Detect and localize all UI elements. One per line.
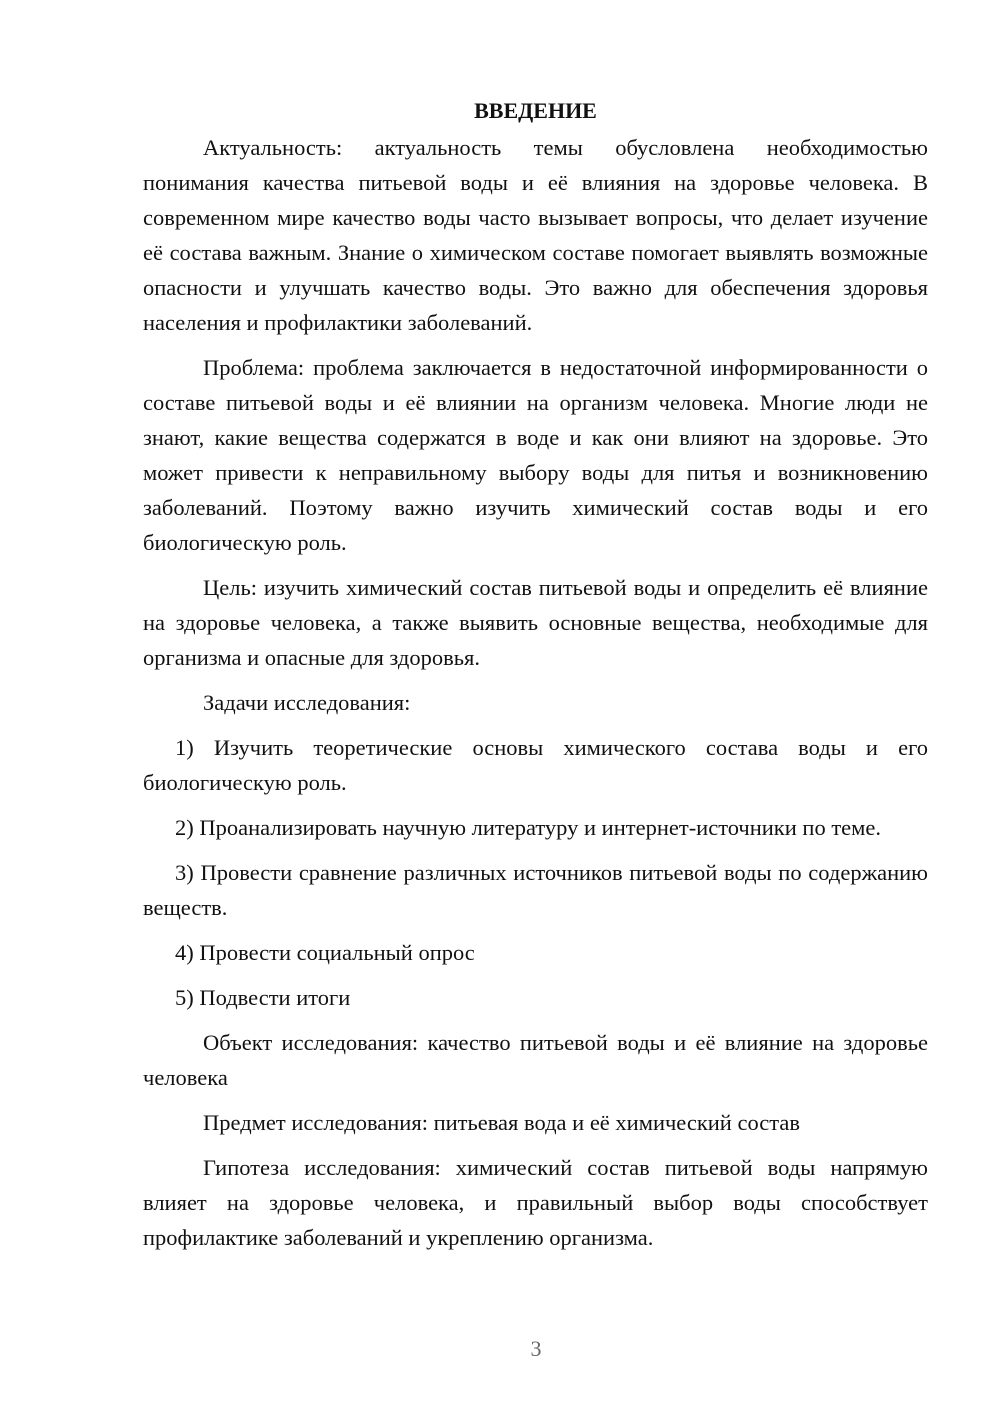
page-title: ВВЕДЕНИЕ (474, 98, 597, 123)
paragraph-subject: Предмет исследования: питьевая вода и её химический состав (203, 1110, 800, 1135)
paragraph-hypothesis: Гипотеза исследования: химический состав питьевой воды напрямую влияет на здоровье человека, и правильный выбор воды способствует профилактике заболеваний и укреплению организма. (143, 1155, 928, 1250)
page-number: 3 (530, 1336, 542, 1361)
tasks-heading: Задачи исследования: (203, 690, 411, 715)
paragraph-problem: Проблема: проблема заключается в недостаточной информированности о составе питьевой воды и её влиянии на организм человека. Многие люди не знают, какие вещества содержатся в воде и как они влияют на здоровье. Это может привести к неправильному выбору воды для питья и возникновению заболеваний. Поэтому важно изучить химический состав воды и его биологическую роль. (143, 355, 928, 555)
list-item: 5) Подвести итоги (175, 985, 351, 1010)
paragraph-object: Объект исследования: качество питьевой воды и её влияние на здоровье человека (143, 1030, 928, 1090)
paragraph-relevance: Актуальность: актуальность темы обусловлена необходимостью понимания качества питьевой воды и её влияния на здоровье человека. В современном мире качество воды часто вызывает вопросы, что делает изучение её состава важным. Знание о химическом составе помогает выявлять возможные опасности и улучшать качество воды. Это важно для обеспечения здоровья населения и профилактики заболеваний. (143, 135, 928, 335)
list-item: 3) Провести сравнение различных источников питьевой воды по содержанию веществ. (143, 860, 928, 920)
tasks-list (143, 730, 928, 1015)
list-item: 4) Провести социальный опрос (175, 940, 475, 965)
list-item: 1) Изучить теоретические основы химического состава воды и его биологическую роль. (143, 735, 928, 795)
document-page (143, 96, 928, 1265)
paragraph-goal: Цель: изучить химический состав питьевой воды и определить её влияние на здоровье человека, а также выявить основные вещества, необходимые для организма и опасные для здоровья. (143, 575, 928, 670)
list-item: 2) Проанализировать научную литературу и интернет-источники по теме. (175, 815, 881, 840)
